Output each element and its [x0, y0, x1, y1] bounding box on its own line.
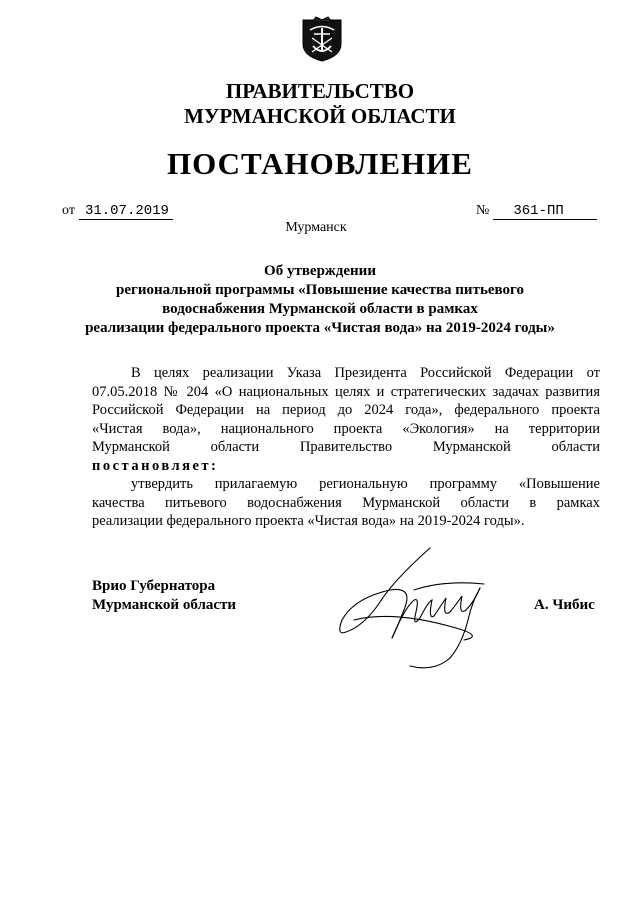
coat-of-arms-icon: [300, 14, 344, 62]
signatory-position: [92, 577, 236, 615]
signatory-name: А. Чибис: [534, 597, 595, 613]
org-name-line1: ПРАВИТЕЛЬСТВО: [225, 79, 415, 103]
document-type: ПОСТАНОВЛЕНИЕ: [167, 146, 473, 181]
body-line: реализации федерального проекта «Чистая вода» на 2019-2024 годы».: [92, 513, 525, 529]
body-line: «Чистая вода», национального проекта «Экология» на территории: [92, 420, 600, 437]
document-date: [62, 201, 173, 220]
body-line: утвердить прилагаемую региональную программу «Повышение: [131, 476, 600, 492]
document-body: [92, 364, 600, 531]
document-title: [0, 262, 640, 338]
body-line: качества питьевого водоснабжения Мурманской области в рамках: [92, 494, 600, 511]
city: Мурманск: [285, 220, 347, 235]
number-value: 361-ПП: [493, 203, 597, 220]
org-name-line2: МУРМАНСКОЙ ОБЛАСТИ: [184, 104, 456, 128]
number-prefix: №: [476, 203, 490, 218]
handwritten-signature: [334, 540, 494, 680]
title-line: региональной программы «Повышение качества питьевого: [116, 282, 524, 298]
document-number: [476, 201, 597, 220]
position-line: Мурманской области: [92, 597, 237, 613]
position-line: Врио Губернатора: [92, 578, 216, 594]
body-line: 07.05.2018 № 204 «О национальных целях и стратегических задачах развития: [92, 383, 600, 400]
title-line: Об утверждении: [264, 263, 376, 279]
date-value: 31.07.2019: [79, 203, 173, 220]
decision-word: постановляет:: [92, 457, 219, 474]
body-line: В целях реализации Указа Президента Российской Федерации от: [131, 365, 600, 381]
title-line: водоснабжения Мурманской области в рамках: [162, 301, 478, 317]
date-prefix: от: [62, 203, 75, 218]
body-line: Мурманской области Правительство Мурманской области: [92, 439, 600, 455]
title-line: реализации федерального проекта «Чистая вода» на 2019-2024 годы»: [85, 320, 555, 336]
body-line: Российской Федерации на период до 2024 года», федерального проекта: [92, 402, 600, 418]
